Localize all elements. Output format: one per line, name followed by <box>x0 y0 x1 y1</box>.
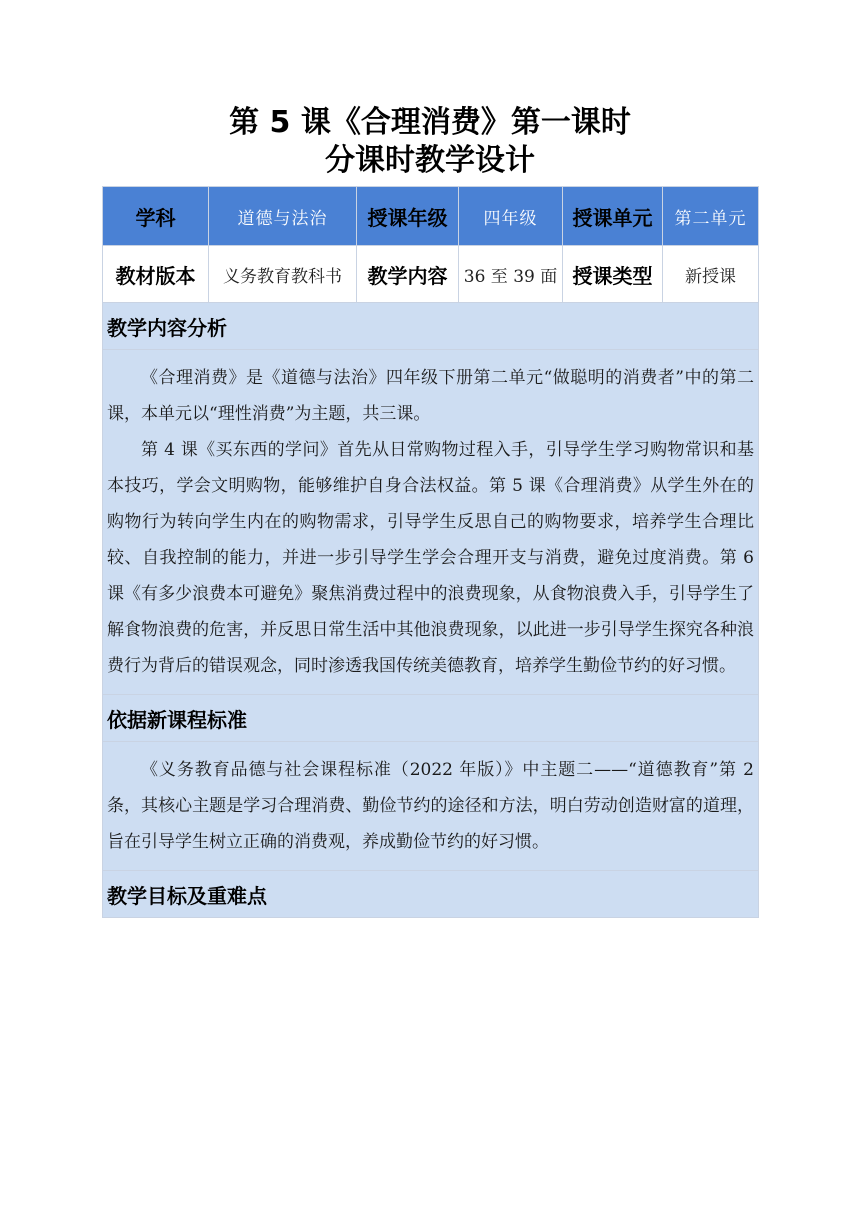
textbook-value: 义务教育教科书 <box>209 246 357 303</box>
section-body-row <box>103 350 759 695</box>
info-row <box>103 246 759 303</box>
section-body-row <box>103 742 759 871</box>
analysis-heading: 教学内容分析 <box>103 303 759 350</box>
unit-value: 第二单元 <box>663 187 759 246</box>
content-label: 教学内容 <box>357 246 459 303</box>
lesson-type-label: 授课类型 <box>563 246 663 303</box>
standard-body <box>103 742 759 871</box>
section-heading-row <box>103 871 759 918</box>
unit-label: 授课单元 <box>563 187 663 246</box>
lesson-type-value: 新授课 <box>663 246 759 303</box>
lesson-plan-table <box>102 186 759 918</box>
document-title <box>0 104 860 180</box>
content-value: 36 至 39 面 <box>459 246 563 303</box>
grade-value: 四年级 <box>459 187 563 246</box>
analysis-paragraph-1: 《合理消费》是《道德与法治》四年级下册第二单元“做聪明的消费者”中的第二课，本单元以“理性消费”为主题，共三课。 <box>107 368 754 424</box>
standard-paragraph-1: 《义务教育品德与社会课程标准（2022 年版）》中主题二——“道德教育”第 2 条，其核心主题是学习合理消费、勤俭节约的途径和方法，明白劳动创造财富的道理，旨在引导学生树立正确的消费观，养成勤俭节约的好习惯。 <box>107 760 754 852</box>
title-line-2: 分课时教学设计 <box>325 143 535 178</box>
grade-label: 授课年级 <box>357 187 459 246</box>
analysis-body <box>103 350 759 695</box>
section-heading-row <box>103 695 759 742</box>
analysis-paragraph-2: 第 4 课《买东西的学问》首先从日常购物过程入手，引导学生学习购物常识和基本技巧，学会文明购物，能够维护自身合法权益。第 5 课《合理消费》从学生外在的购物行为转向学生内在的购物需求，引导学生反思自己的购物要求，培养学生合理比较、自我控制的能力，并进一步引导学生学会合理开支与消费，避免过度消费。第 6 课《有多少浪费本可避免》聚焦消费过程中的浪费现象，从食物浪费入手，引导学生了解食物浪费的危害，并反思日常生活中其他浪费现象，以此进一步引导学生探究各种浪费行为背后的错误观念，同时渗透我国传统美德教育，培养学生勤俭节约的好习惯。 <box>107 440 754 676</box>
subject-value: 道德与法治 <box>209 187 357 246</box>
subject-label: 学科 <box>103 187 209 246</box>
title-line-1: 第 5 课《合理消费》第一课时 <box>229 105 631 140</box>
objectives-heading: 教学目标及重难点 <box>103 871 759 918</box>
textbook-label: 教材版本 <box>103 246 209 303</box>
header-row <box>103 187 759 246</box>
standard-heading: 依据新课程标准 <box>103 695 759 742</box>
section-heading-row <box>103 303 759 350</box>
